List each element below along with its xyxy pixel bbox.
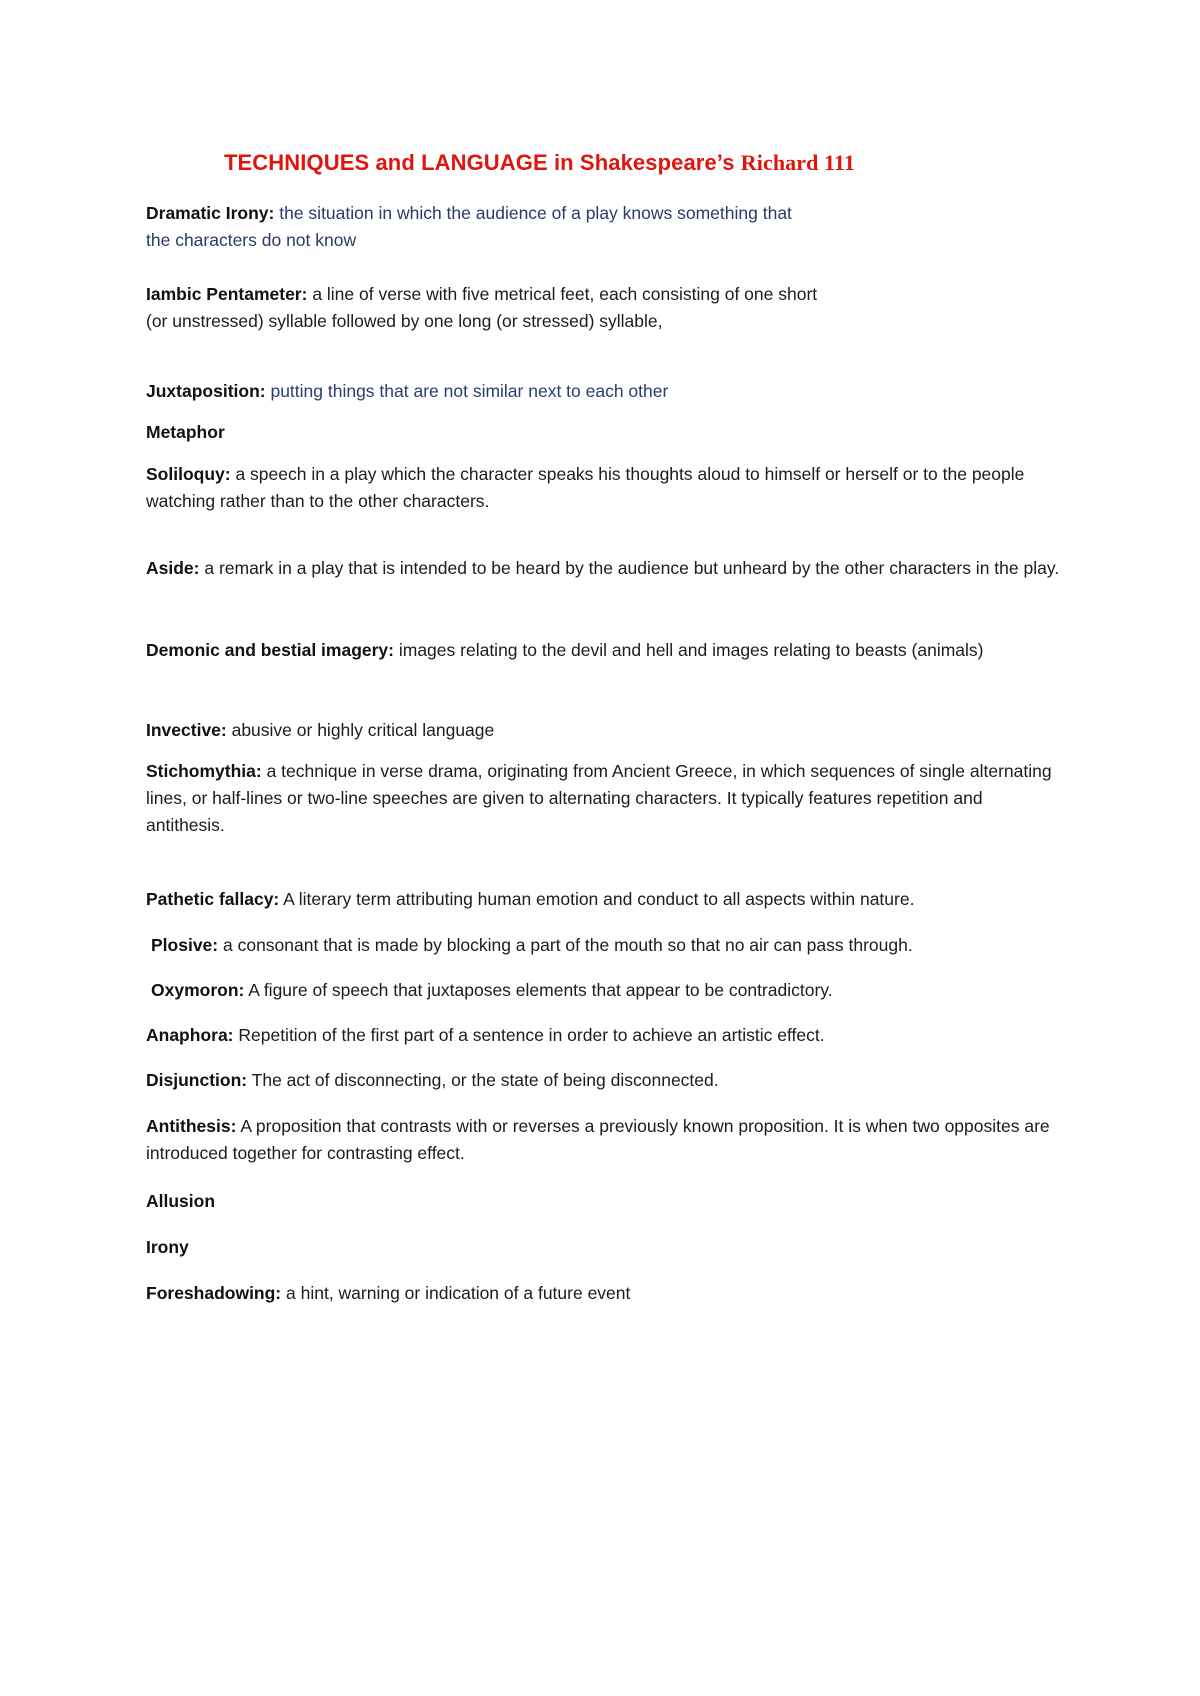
term: Disjunction: bbox=[146, 1070, 248, 1090]
entry-pathetic-fallacy bbox=[146, 886, 1066, 913]
entry-anaphora bbox=[146, 1022, 1066, 1049]
definition: a consonant that is made by blocking a part of the mouth so that no air can pass through. bbox=[218, 935, 913, 955]
term: Stichomythia: bbox=[146, 761, 262, 781]
definition: the characters do not know bbox=[146, 230, 357, 250]
term: Dramatic Irony: bbox=[146, 203, 275, 223]
definition: A figure of speech that juxtaposes elements that appear to be contradictory. bbox=[244, 980, 833, 1000]
term: Iambic Pentameter: bbox=[146, 284, 308, 304]
definition: The act of disconnecting, or the state of being disconnected. bbox=[247, 1070, 719, 1090]
document-title bbox=[224, 150, 855, 176]
entry-aside bbox=[146, 548, 1066, 588]
entry-oxymoron bbox=[146, 977, 1071, 1004]
term: Demonic and bestial imagery: bbox=[146, 640, 394, 660]
term: Allusion bbox=[146, 1191, 216, 1211]
entry-antithesis bbox=[146, 1113, 1066, 1167]
definition: a hint, warning or indication of a future event bbox=[281, 1283, 631, 1303]
entry-allusion bbox=[146, 1188, 1066, 1215]
entry-metaphor bbox=[146, 419, 1066, 446]
definition: A proposition that contrasts with or reverses a previously known proposition. It is when two opposites are introduced together for contrasting effect. bbox=[146, 1116, 1050, 1163]
term: Anaphora: bbox=[146, 1025, 234, 1045]
definition: A literary term attributing human emotion and conduct to all aspects within nature. bbox=[279, 889, 915, 909]
definition: a line of verse with five metrical feet, each consisting of one short bbox=[307, 284, 818, 304]
entry-iambic-pentameter bbox=[146, 281, 1066, 335]
definition: Repetition of the first part of a sentence in order to achieve an artistic effect. bbox=[233, 1025, 825, 1045]
entry-foreshadowing bbox=[146, 1280, 1066, 1307]
entry-soliloquy bbox=[146, 461, 1066, 515]
term: Irony bbox=[146, 1237, 189, 1257]
definition: a speech in a play which the character speaks his thoughts aloud to himself or herself or to the people watching rather than to the other characters. bbox=[146, 464, 1025, 511]
term: Metaphor bbox=[146, 422, 225, 442]
definition: a technique in verse drama, originating from Ancient Greece, in which sequences of single alternating lines, or half-lines or two-line speeches are given to alternating characters. It typically features repetition and antithesis. bbox=[146, 761, 1052, 835]
title-main: TECHNIQUES and LANGUAGE in Shakespeare’s bbox=[224, 150, 741, 175]
term: Antithesis: bbox=[146, 1116, 237, 1136]
definition: the situation in which the audience of a play knows something that bbox=[274, 203, 792, 223]
term: Foreshadowing: bbox=[146, 1283, 282, 1303]
title-play-name: Richard 111 bbox=[740, 150, 855, 175]
entry-disjunction bbox=[146, 1067, 1066, 1094]
entry-juxtaposition bbox=[146, 378, 1066, 405]
term: Soliloquy: bbox=[146, 464, 231, 484]
entry-line bbox=[146, 200, 1066, 227]
term: Invective: bbox=[146, 720, 227, 740]
entry-irony bbox=[146, 1234, 1066, 1261]
term: Juxtaposition: bbox=[146, 381, 266, 401]
term: Pathetic fallacy: bbox=[146, 889, 280, 909]
definition: images relating to the devil and hell and images relating to beasts (animals) bbox=[394, 640, 984, 660]
entry-invective bbox=[146, 717, 1066, 744]
term: Oxymoron: bbox=[151, 980, 245, 1000]
term: Plosive: bbox=[151, 935, 219, 955]
entry-plosive bbox=[146, 932, 1071, 959]
entry-line bbox=[146, 281, 1066, 308]
definition: a remark in a play that is intended to be heard by the audience but unheard by the other characters in the play. bbox=[199, 558, 1060, 578]
entry-demonic-bestial-imagery bbox=[146, 630, 1066, 670]
definition: putting things that are not similar next to each other bbox=[265, 381, 669, 401]
definition: abusive or highly critical language bbox=[226, 720, 495, 740]
entry-dramatic-irony bbox=[146, 200, 1066, 254]
term: Aside: bbox=[146, 558, 200, 578]
definition: (or unstressed) syllable followed by one long (or stressed) syllable, bbox=[146, 311, 663, 331]
entry-stichomythia bbox=[146, 758, 1066, 839]
